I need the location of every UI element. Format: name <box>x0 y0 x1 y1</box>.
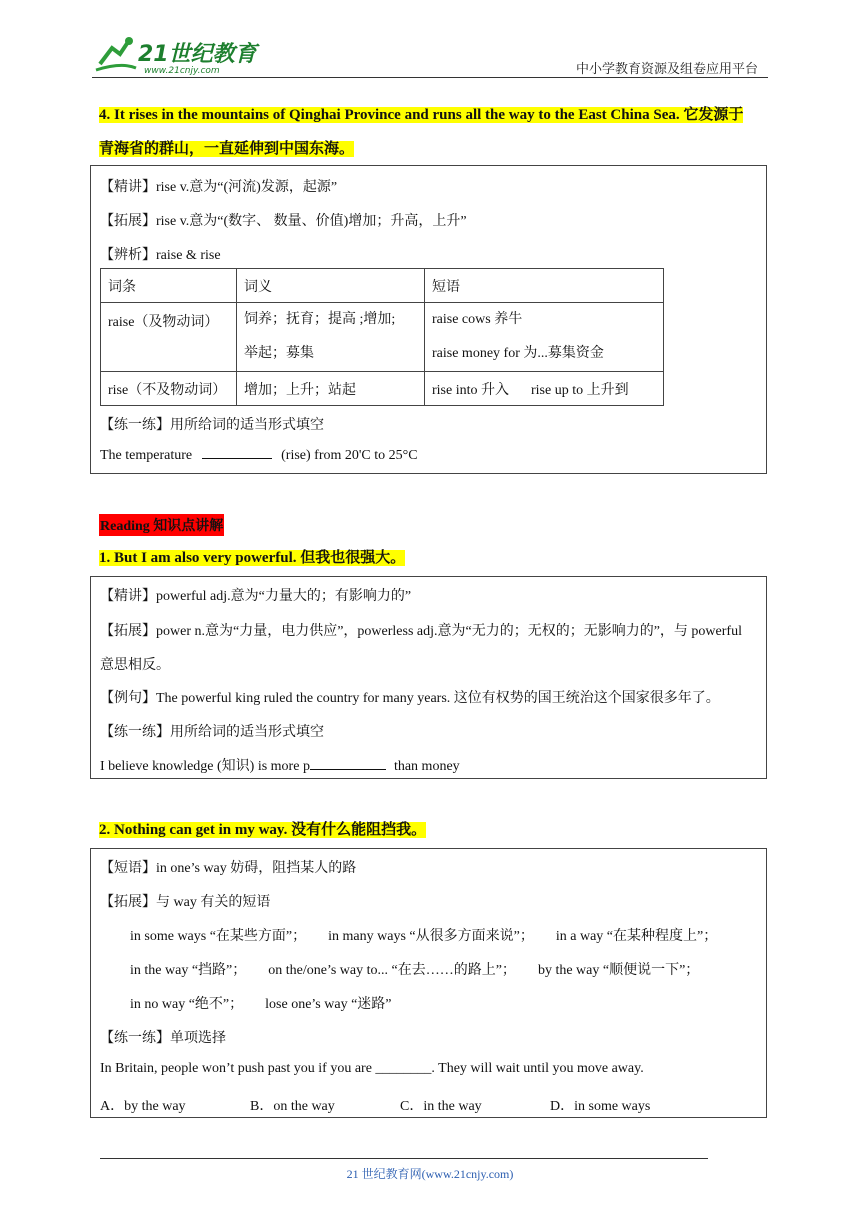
section4-title-line2: 青海省的群山，一直延伸到中国东海。 <box>99 141 355 157</box>
cell-phrase: rise into 升入 <box>432 382 509 398</box>
answer-blank[interactable] <box>310 769 386 770</box>
answer-blank[interactable] <box>202 458 272 459</box>
table-cell: 增加；上升；站起 <box>237 372 425 406</box>
footer-text: 21 世纪教育网(www.21cnjy.com) <box>346 1167 514 1181</box>
table-header: 词条 <box>101 269 237 303</box>
r2-phrases-1: in some ways “在某些方面”； in many ways “从很多方面来说”； in a way “在某种程度上”； <box>130 929 718 944</box>
svg-text:www.21cnjy.com: www.21cnjy.com <box>144 66 220 76</box>
r1-tuozhan-a: 【拓展】power n.意为“力量，电力供应”，powerless adj.意为“无力的；无权的；无影响力的”，与 powerful <box>100 624 742 639</box>
jingjiang-text: 【精讲】rise v.意为“(河流)发源，起源” <box>100 180 338 195</box>
table-header: 词义 <box>237 269 425 303</box>
table-cell <box>237 303 425 372</box>
section4-box <box>90 165 767 474</box>
table-cell <box>425 372 664 406</box>
cell-line: raise money for 为...募集资金 <box>432 346 604 361</box>
r1-liju: 【例句】The powerful king ruled the country for many years. 这位有权势的国王统治这个国家很多年了。 <box>100 691 720 706</box>
platform-name: 中小学教育资源及组卷应用平台 <box>575 62 758 77</box>
option-b[interactable]: B．on the way <box>250 1099 335 1114</box>
raise-rise-table <box>100 268 664 406</box>
practice-question: The temperature (rise) from 20'C to 25°C <box>100 448 418 463</box>
option-d[interactable]: D．in some ways <box>550 1099 651 1114</box>
cell-phrase: rise up to 上升到 <box>531 382 629 398</box>
r2-phrases-2: in the way “挡路”； on the/one’s way to... “在去……的路上”； by the way “顺便说一下”； <box>130 963 700 978</box>
footer-divider <box>100 1158 708 1159</box>
table-cell <box>425 303 664 372</box>
option-a[interactable]: A．by the way <box>100 1099 186 1114</box>
r1-box <box>90 576 767 779</box>
r2-options <box>100 1095 650 1115</box>
r2-duanyu: 【短语】in one’s way 妨碍，阻挡某人的路 <box>100 861 357 876</box>
r2-phrases-3: in no way “绝不”； lose one’s way “迷路” <box>130 997 392 1012</box>
r1-practice-question: I believe knowledge (知识) is more p than money <box>100 759 460 774</box>
r2-tuozhan: 【拓展】与 way 有关的短语 <box>100 895 271 910</box>
page-header <box>92 34 768 80</box>
tuozhan-text: 【拓展】rise v.意为“(数字、 数量、价值)增加；升高，上升” <box>100 214 467 229</box>
cell-line: 饲养；抚育；提高 ;增加; <box>244 312 396 327</box>
reading-section-label: Reading 知识点讲解 <box>99 514 224 536</box>
r1-tuozhan-b: 意思相反。 <box>100 658 170 673</box>
r1-title: 1. But I am also very powerful. 但我也很强大。 <box>99 550 406 566</box>
table-cell: rise（不及物动词） <box>101 372 237 406</box>
svg-text:21世纪教育: 21世纪教育 <box>138 42 257 67</box>
r2-question: In Britain, people won’t push past you if you are ________. They will wait until you move away. <box>100 1061 644 1076</box>
r2-practice-label: 【练一练】单项选择 <box>100 1031 226 1046</box>
table-header: 短语 <box>425 269 664 303</box>
section4-title-line1: 4. It rises in the mountains of Qinghai Province and runs all the way to the East China Sea. 它发源于 <box>99 107 744 123</box>
header-divider <box>92 77 768 78</box>
r1-jingjiang: 【精讲】powerful adj.意为“力量大的；有影响力的” <box>100 589 412 604</box>
option-c[interactable]: C．in the way <box>400 1099 482 1114</box>
site-logo <box>92 34 262 78</box>
cell-line: 举起；募集 <box>244 346 314 361</box>
r2-title: 2. Nothing can get in my way. 没有什么能阻挡我。 <box>99 822 427 838</box>
table-cell: raise（及物动词） <box>101 303 237 372</box>
practice-label: 【练一练】用所给词的适当形式填空 <box>100 418 324 433</box>
bianxi-text: 【辨析】raise & rise <box>100 248 221 263</box>
r1-practice-label: 【练一练】用所给词的适当形式填空 <box>100 725 324 740</box>
cell-line: raise cows 养牛 <box>432 312 523 327</box>
r2-box <box>90 848 767 1118</box>
